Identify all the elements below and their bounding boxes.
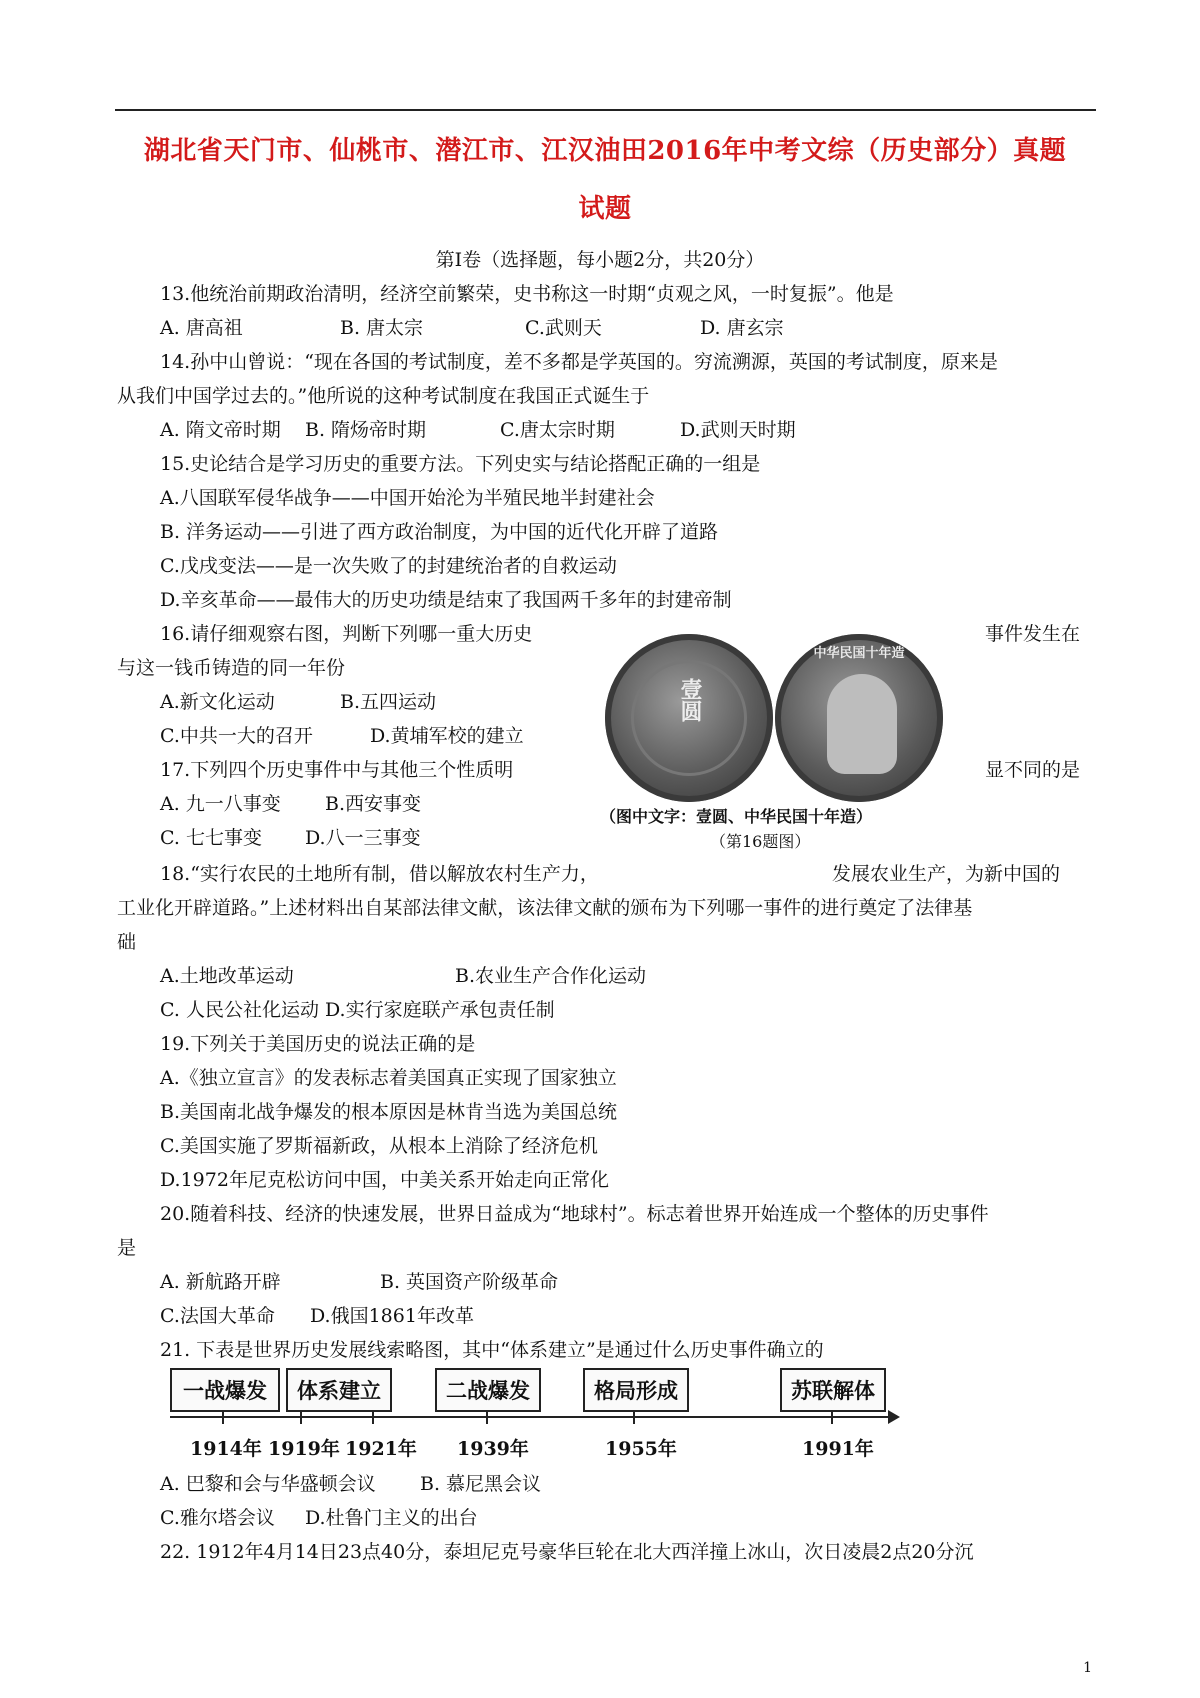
question-15-option-a: A.八国联军侵华战争——中国开始沦为半殖民地半封建社会 — [160, 487, 655, 509]
question-18-text-line1b: 发展农业生产，为新中国的 — [832, 863, 1061, 885]
question-19-option-c: C.美国实施了罗斯福新政，从根本上消除了经济危机 — [160, 1135, 598, 1157]
question-20-option-b: B. 英国资产阶级革命 — [380, 1271, 559, 1293]
timeline-tick — [372, 1410, 374, 1424]
question-17-option-b: B.西安事变 — [325, 793, 422, 815]
timeline-tick — [222, 1410, 224, 1424]
question-14-text-line1: 14.孙中山曾说：“现在各国的考试制度，差不多都是学英国的。穷流溯源，英国的考试制度，原来是 — [160, 351, 998, 373]
question-18-text-line2: 工业化开辟道路。”上述材料出自某部法律文献，该法律文献的颁布为下列哪一事件的进行奠定了法律基 — [117, 897, 973, 919]
question-20-option-d: D.俄国1861年改革 — [310, 1305, 474, 1327]
question-21-text: 21. 下表是世界历史发展线索略图，其中“体系建立”是通过什么历史事件确立的 — [160, 1339, 824, 1361]
timeline-year: 1919年 — [268, 1438, 340, 1460]
timeline-box-ww1: 一战爆发 — [170, 1368, 280, 1412]
timeline-box-ussr: 苏联解体 — [780, 1368, 886, 1412]
figure-16-caption: （图中文字：壹圆、中华民国十年造） — [600, 807, 873, 826]
question-18-text-line1a: 18.“实行农民的土地所有制，借以解放农村生产力， — [160, 863, 599, 885]
question-19-text: 19.下列关于美国历史的说法正确的是 — [160, 1033, 476, 1055]
question-15-option-b: B. 洋务运动——引进了西方政治制度，为中国的近代化开辟了道路 — [160, 521, 719, 543]
question-21-option-b: B. 慕尼黑会议 — [420, 1473, 542, 1495]
portrait-icon — [827, 674, 897, 774]
timeline-tick — [831, 1410, 833, 1424]
question-16-text-line2: 与这一钱币铸造的同一年份 — [117, 657, 346, 679]
question-19-option-d: D.1972年尼克松访问中国，中美关系开始走向正常化 — [160, 1169, 609, 1191]
question-20-option-c: C.法国大革命 — [160, 1305, 275, 1327]
question-20-option-a: A. 新航路开辟 — [160, 1271, 281, 1293]
timeline-year: 1921年 — [345, 1438, 417, 1460]
question-13-option-b: B. 唐太宗 — [340, 317, 424, 339]
figure-16-label: （第16题图） — [710, 832, 811, 851]
coin-front-image — [605, 634, 773, 802]
question-18-option-b: B.农业生产合作化运动 — [455, 965, 647, 987]
header-rule — [115, 109, 1096, 111]
timeline-year: 1955年 — [605, 1438, 677, 1460]
question-20-text-line2: 是 — [117, 1237, 137, 1259]
timeline-axis — [170, 1416, 890, 1418]
question-17-text-line1b: 显不同的是 — [985, 759, 1081, 781]
question-18-text-line3: 础 — [117, 931, 137, 953]
question-17-option-c: C. 七七事变 — [160, 827, 262, 849]
page-title-line2: 试题 — [578, 194, 632, 224]
question-13-option-a: A. 唐高祖 — [160, 317, 243, 339]
question-19-option-a: A.《独立宣言》的发表标志着美国真正实现了国家独立 — [160, 1067, 617, 1089]
timeline-tick — [633, 1410, 635, 1424]
question-18-option-cd: C. 人民公社化运动 D.实行家庭联产承包责任制 — [160, 999, 555, 1021]
question-14-option-a: A. 隋文帝时期 — [160, 419, 281, 441]
question-14-option-d: D.武则天时期 — [680, 419, 796, 441]
timeline-box-ww2: 二战爆发 — [435, 1368, 541, 1412]
timeline-year: 1991年 — [802, 1438, 874, 1460]
question-21-option-c: C.雅尔塔会议 — [160, 1507, 275, 1529]
question-16-option-a: A.新文化运动 — [160, 691, 275, 713]
timeline-tick — [486, 1410, 488, 1424]
question-17-option-d: D.八一三事变 — [305, 827, 421, 849]
coin-back-text: 中华民国十年造 — [813, 646, 905, 661]
coin-front-text: 壹圆 — [677, 678, 703, 722]
question-16-option-d: D.黄埔军校的建立 — [370, 725, 524, 747]
question-17-option-a: A. 九一八事变 — [160, 793, 281, 815]
question-20-text-line1: 20.随着科技、经济的快速发展，世界日益成为“地球村”。标志着世界开始连成一个整体的历史事件 — [160, 1203, 989, 1225]
page-number: 1 — [1083, 1660, 1092, 1676]
question-13-text: 13.他统治前期政治清明，经济空前繁荣，史书称这一时期“贞观之风，一时复振”。他是 — [160, 283, 894, 305]
question-16-option-b: B.五四运动 — [340, 691, 437, 713]
timeline-arrow-icon — [888, 1410, 900, 1424]
question-19-option-b: B.美国南北战争爆发的根本原因是林肯当选为美国总统 — [160, 1101, 618, 1123]
section-heading: 第Ⅰ卷（选择题，每小题2分，共20分） — [435, 249, 765, 271]
question-22-text: 22. 1912年4月14日23点40分，泰坦尼克号豪华巨轮在北大西洋撞上冰山，次日凌晨2点20分沉 — [160, 1541, 974, 1563]
question-13-option-d: D. 唐玄宗 — [700, 317, 784, 339]
coin-back-image — [775, 634, 943, 802]
question-16-text-line1b: 事件发生在 — [985, 623, 1081, 645]
question-15-option-d: D.辛亥革命——最伟大的历史功绩是结束了我国两千多年的封建帝制 — [160, 589, 732, 611]
timeline-box-pattern: 格局形成 — [583, 1368, 689, 1412]
page-title-line1: 湖北省天门市、仙桃市、潜江市、江汉油田2016年中考文综（历史部分）真题 — [143, 136, 1067, 166]
question-21-option-a: A. 巴黎和会与华盛顿会议 — [160, 1473, 376, 1495]
question-16-option-c: C.中共一大的召开 — [160, 725, 313, 747]
question-16-text-line1a: 16.请仔细观察右图，判断下列哪一重大历史 — [160, 623, 533, 645]
timeline-year: 1939年 — [457, 1438, 529, 1460]
question-17-text-line1a: 17.下列四个历史事件中与其他三个性质明 — [160, 759, 514, 781]
question-14-option-b: B. 隋炀帝时期 — [305, 419, 427, 441]
question-18-option-a: A.土地改革运动 — [160, 965, 294, 987]
question-21-option-d: D.杜鲁门主义的出台 — [305, 1507, 478, 1529]
question-15-text: 15.史论结合是学习历史的重要方法。下列史实与结论搭配正确的一组是 — [160, 453, 761, 475]
question-15-option-c: C.戊戌变法——是一次失败了的封建统治者的自救运动 — [160, 555, 617, 577]
timeline-box-system: 体系建立 — [286, 1368, 392, 1412]
question-13-option-c: C.武则天 — [525, 317, 602, 339]
timeline-year: 1914年 — [190, 1438, 262, 1460]
timeline-tick — [300, 1410, 302, 1424]
question-14-option-c: C.唐太宗时期 — [500, 419, 615, 441]
question-14-text-line2: 从我们中国学过去的。”他所说的这种考试制度在我国正式诞生于 — [117, 385, 650, 407]
